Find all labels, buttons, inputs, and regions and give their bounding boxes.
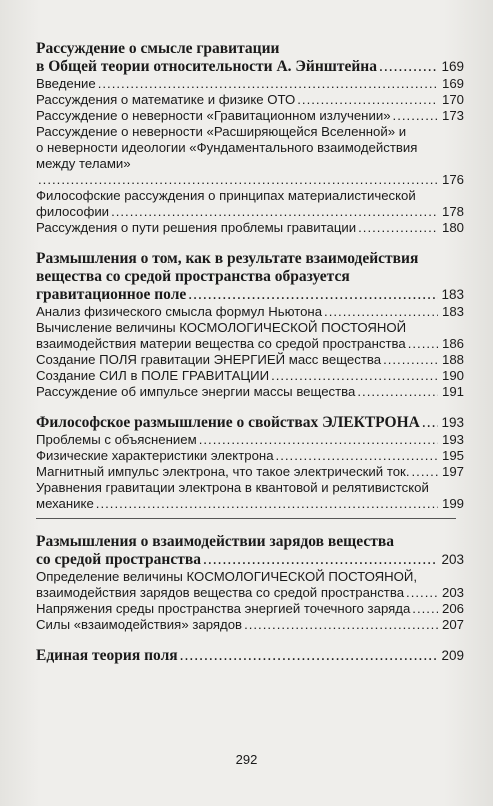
- toc-entry[interactable]: [36, 286, 464, 304]
- entry-text: о неверности идеологии «Фундаментального взаимодействия: [36, 140, 418, 155]
- entry-text: Рассуждение об импульсе энергии массы вещества: [36, 384, 356, 399]
- section-title: гравитационное поле: [36, 286, 187, 303]
- page-number: 183: [441, 304, 464, 319]
- toc-entry[interactable]: [36, 384, 464, 400]
- dot-leader: [180, 647, 438, 665]
- section-title: Рассуждение о смысле гравитации: [36, 40, 280, 57]
- toc-entry[interactable]: [36, 220, 464, 236]
- dot-leader: [357, 384, 438, 400]
- toc-entry[interactable]: [36, 464, 464, 480]
- section-title: Размышления о том, как в результате взаимодействия: [36, 250, 419, 267]
- toc-entry[interactable]: [36, 432, 464, 448]
- toc-entry[interactable]: [36, 320, 464, 352]
- page-number: 206: [441, 601, 464, 616]
- toc-entry[interactable]: [36, 76, 464, 92]
- toc-section-unified-field: [36, 647, 464, 665]
- page-number: 203: [441, 552, 464, 567]
- dot-leader: [406, 585, 438, 601]
- entry-text: механике: [36, 496, 94, 511]
- entry-text: Создание СИЛ в ПОЛЕ ГРАВИТАЦИИ: [36, 368, 270, 383]
- entry-text: Вычисление величины КОСМОЛОГИЧЕСКОЙ ПОСТОЯНОЙ: [36, 320, 407, 335]
- entry-text: взаимодействия зарядов вещества со средой пространства: [36, 585, 405, 600]
- page-number: 176: [441, 172, 464, 187]
- entry-text: между телами»: [36, 156, 131, 171]
- dot-leader: [358, 220, 438, 236]
- dot-leader: [324, 304, 438, 320]
- dot-leader: [271, 368, 438, 384]
- dot-leader: [244, 617, 438, 633]
- page-number: 186: [441, 336, 464, 351]
- dot-leader: [379, 58, 438, 76]
- entry-text: Определение величины КОСМОЛОГИЧЕСКОЙ ПОСТОЯНОЙ,: [36, 569, 418, 584]
- dot-leader: [422, 414, 438, 432]
- toc-entry[interactable]: [36, 124, 464, 188]
- page-number: 195: [441, 448, 464, 463]
- dot-leader: [276, 448, 438, 464]
- entry-text: Рассуждения о пути решения проблемы гравитации: [36, 220, 357, 235]
- page-number: 169: [441, 76, 464, 91]
- entry-text: Философские рассуждения о принципах материалистической: [36, 188, 416, 203]
- page-number: 169: [441, 59, 464, 74]
- entry-text: Рассуждение о неверности «Гравитационном излучении»: [36, 108, 391, 123]
- toc-entry[interactable]: [36, 480, 464, 512]
- toc-entry[interactable]: [36, 601, 464, 617]
- page-number-footer: 292: [235, 752, 258, 767]
- page-number: 203: [441, 585, 464, 600]
- dot-leader: [98, 76, 438, 92]
- section-title: вещества со средой пространства образуется: [36, 268, 350, 285]
- section-title: в Общей теории относительности А. Эйнштейна: [36, 58, 377, 75]
- dot-leader: [38, 172, 438, 188]
- section-title: Единая теория поля: [36, 647, 178, 664]
- toc-entry[interactable]: [36, 551, 464, 569]
- page-number: 193: [441, 415, 464, 430]
- dot-leader: [408, 336, 438, 352]
- entry-text: Проблемы с объяснением: [36, 432, 197, 447]
- page-number: 170: [441, 92, 464, 107]
- dot-leader: [412, 601, 438, 617]
- entry-text: Рассуждение о неверности «Расширяющейся Вселенной» и: [36, 124, 407, 139]
- entry-text: Физические характеристики электрона: [36, 448, 274, 463]
- dot-leader: [393, 108, 438, 124]
- divider: [36, 518, 456, 519]
- section-title: Философское размышление о свойствах ЭЛЕКТРОНА: [36, 414, 420, 431]
- page-number: 193: [441, 432, 464, 447]
- entry-text: Рассуждения о математике и физике ОТО: [36, 92, 296, 107]
- toc-entry[interactable]: [36, 448, 464, 464]
- page-number: 180: [441, 220, 464, 235]
- entry-text: Силы «взаимодействия» зарядов: [36, 617, 243, 632]
- entry-text: Введение: [36, 76, 96, 91]
- page-number: 183: [441, 287, 464, 302]
- entry-text: Магнитный импульс электрона, что такое электрический ток.: [36, 464, 410, 479]
- dot-leader: [412, 464, 439, 480]
- entry-text: философии: [36, 204, 110, 219]
- dot-leader: [188, 286, 438, 304]
- dot-leader: [203, 551, 438, 569]
- table-of-contents: [36, 40, 464, 679]
- page-number: 173: [441, 108, 464, 123]
- toc-section-electron: [36, 414, 464, 519]
- dot-leader: [199, 432, 438, 448]
- toc-entry[interactable]: [36, 58, 464, 76]
- toc-entry[interactable]: [36, 108, 464, 124]
- page-number: 190: [441, 368, 464, 383]
- toc-entry[interactable]: [36, 92, 464, 108]
- dot-leader: [297, 92, 438, 108]
- toc-entry[interactable]: [36, 414, 464, 432]
- page-number: 188: [441, 352, 464, 367]
- toc-entry[interactable]: [36, 569, 464, 601]
- page-number: 207: [441, 617, 464, 632]
- toc-entry[interactable]: [36, 647, 464, 665]
- entry-text: Анализ физического смысла формул Ньютона: [36, 304, 323, 319]
- section-title: со средой пространства: [36, 551, 201, 568]
- page-number: 199: [441, 496, 464, 511]
- entry-text: Уравнения гравитации электрона в квантовой и релятивистской: [36, 480, 429, 495]
- toc-section-gravitation: [36, 40, 464, 236]
- entry-text: взаимодействия материи вещества со средой пространства: [36, 336, 406, 351]
- toc-entry[interactable]: [36, 188, 464, 220]
- toc-entry[interactable]: [36, 304, 464, 320]
- page-number: 191: [441, 384, 464, 399]
- dot-leader: [96, 496, 438, 512]
- section-title: Размышления о взаимодействии зарядов вещества: [36, 533, 394, 550]
- dot-leader: [383, 352, 438, 368]
- toc-entry[interactable]: [36, 617, 464, 633]
- entry-text: Создание ПОЛЯ гравитации ЭНЕРГИЕЙ масс вещества: [36, 352, 382, 367]
- dot-leader: [111, 204, 438, 220]
- toc-entry[interactable]: [36, 368, 464, 384]
- toc-section-charges: [36, 533, 464, 633]
- toc-section-gravitational-field: [36, 250, 464, 400]
- toc-entry[interactable]: [36, 352, 464, 368]
- page-number: 197: [441, 464, 464, 479]
- page-number: 209: [441, 648, 464, 663]
- page-number: 178: [441, 204, 464, 219]
- entry-text: Напряжения среды пространства энергией точечного заряда: [36, 601, 411, 616]
